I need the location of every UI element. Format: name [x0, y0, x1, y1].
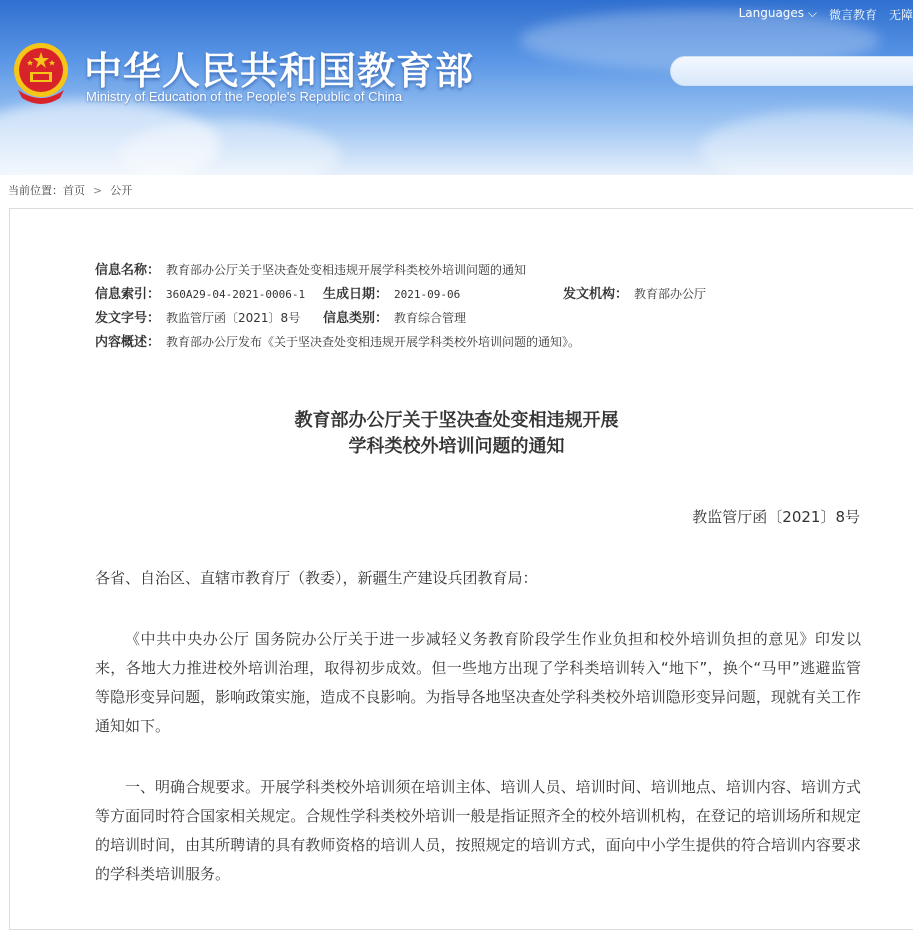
- languages-link[interactable]: Languages ⌵: [738, 6, 817, 20]
- info-metadata: [95, 258, 795, 354]
- national-emblem-icon: [10, 40, 72, 104]
- search-input[interactable]: [670, 56, 913, 86]
- document-title-line1: 教育部办公厅关于坚决查处变相违规开展: [294, 410, 619, 431]
- meta-org-label: 发文机构：: [563, 287, 629, 302]
- cloud-decoration: [700, 110, 913, 175]
- salutation: 各省、自治区、直辖市教育厅（教委），新疆生产建设兵团教育局：: [95, 569, 538, 587]
- breadcrumb-separator: >: [93, 184, 103, 197]
- meta-row-summary: [95, 330, 795, 354]
- site-subtitle-english: Ministry of Education of the People's Republic of China: [86, 89, 403, 104]
- meta-docno-label: 发文字号：: [95, 311, 161, 326]
- meta-index-value: 360A29-04-2021-0006-1: [166, 288, 306, 301]
- meta-row-docno: [95, 306, 795, 330]
- document-title: [0, 408, 913, 460]
- body-paragraph: 《中共中央办公厅 国务院办公厅关于进一步减轻义务教育阶段学生作业负担和校外培训负担的意见》印发以来，各地大力推进校外培训治理，取得初步成效。但一些地方出现了学科类培训转入“地下”，换个“马甲”逃避监管等隐形变异问题，影响政策实施，造成不良影响。为指导各地坚决查处学科类校外培训隐形变异问题，现就有关工作通知如下。: [95, 630, 861, 735]
- meta-row-index: [95, 282, 795, 306]
- meta-date-label: 生成日期：: [323, 287, 389, 302]
- meta-index-label: 信息索引：: [95, 287, 161, 302]
- site-title: 中华人民共和国教育部: [84, 49, 475, 93]
- meta-row-name: [95, 258, 795, 282]
- breadcrumb: [8, 182, 132, 198]
- site-header: [0, 0, 913, 175]
- meta-category-label: 信息类别：: [323, 311, 389, 326]
- meta-date-value: 2021-09-06: [394, 288, 461, 301]
- meta-docno-value: 教监管厅函〔2021〕8号: [166, 311, 301, 325]
- body-paragraph: 一、明确合规要求。开展学科类校外培训须在培训主体、培训人员、培训时间、培训地点、培训内容、培训方式等方面同时符合国家相关规定。合规性学科类校外培训一般是指证照齐全的校外培训机构，在登记的培训场所和规定的培训时间，由其所聘请的具有教师资格的培训人员，按照规定的培训方式，面向中小学生提供的符合培训内容要求的学科类培训服务。: [95, 778, 861, 883]
- breadcrumb-current[interactable]: 公开: [110, 184, 133, 197]
- meta-name-value: 教育部办公厅关于坚决查处变相违规开展学科类校外培训问题的通知: [166, 263, 527, 277]
- weibo-link[interactable]: 微言教育: [828, 8, 877, 22]
- document-number: 教监管厅函〔2021〕8号: [692, 508, 860, 526]
- meta-summary-value: 教育部办公厅发布《关于坚决查处变相违规开展学科类校外培训问题的通知》。: [166, 335, 581, 349]
- document-title-line2: 学科类校外培训问题的通知: [348, 436, 565, 457]
- meta-summary-label: 内容概述：: [95, 335, 161, 350]
- breadcrumb-home-link[interactable]: 首页: [63, 184, 85, 197]
- meta-category-value: 教育综合管理: [394, 311, 467, 325]
- top-nav: [739, 6, 913, 23]
- meta-org-value: 教育部办公厅: [634, 287, 707, 301]
- accessibility-link[interactable]: 无障: [888, 8, 913, 22]
- meta-name-label: 信息名称：: [95, 263, 161, 278]
- breadcrumb-label: 当前位置：: [8, 184, 63, 197]
